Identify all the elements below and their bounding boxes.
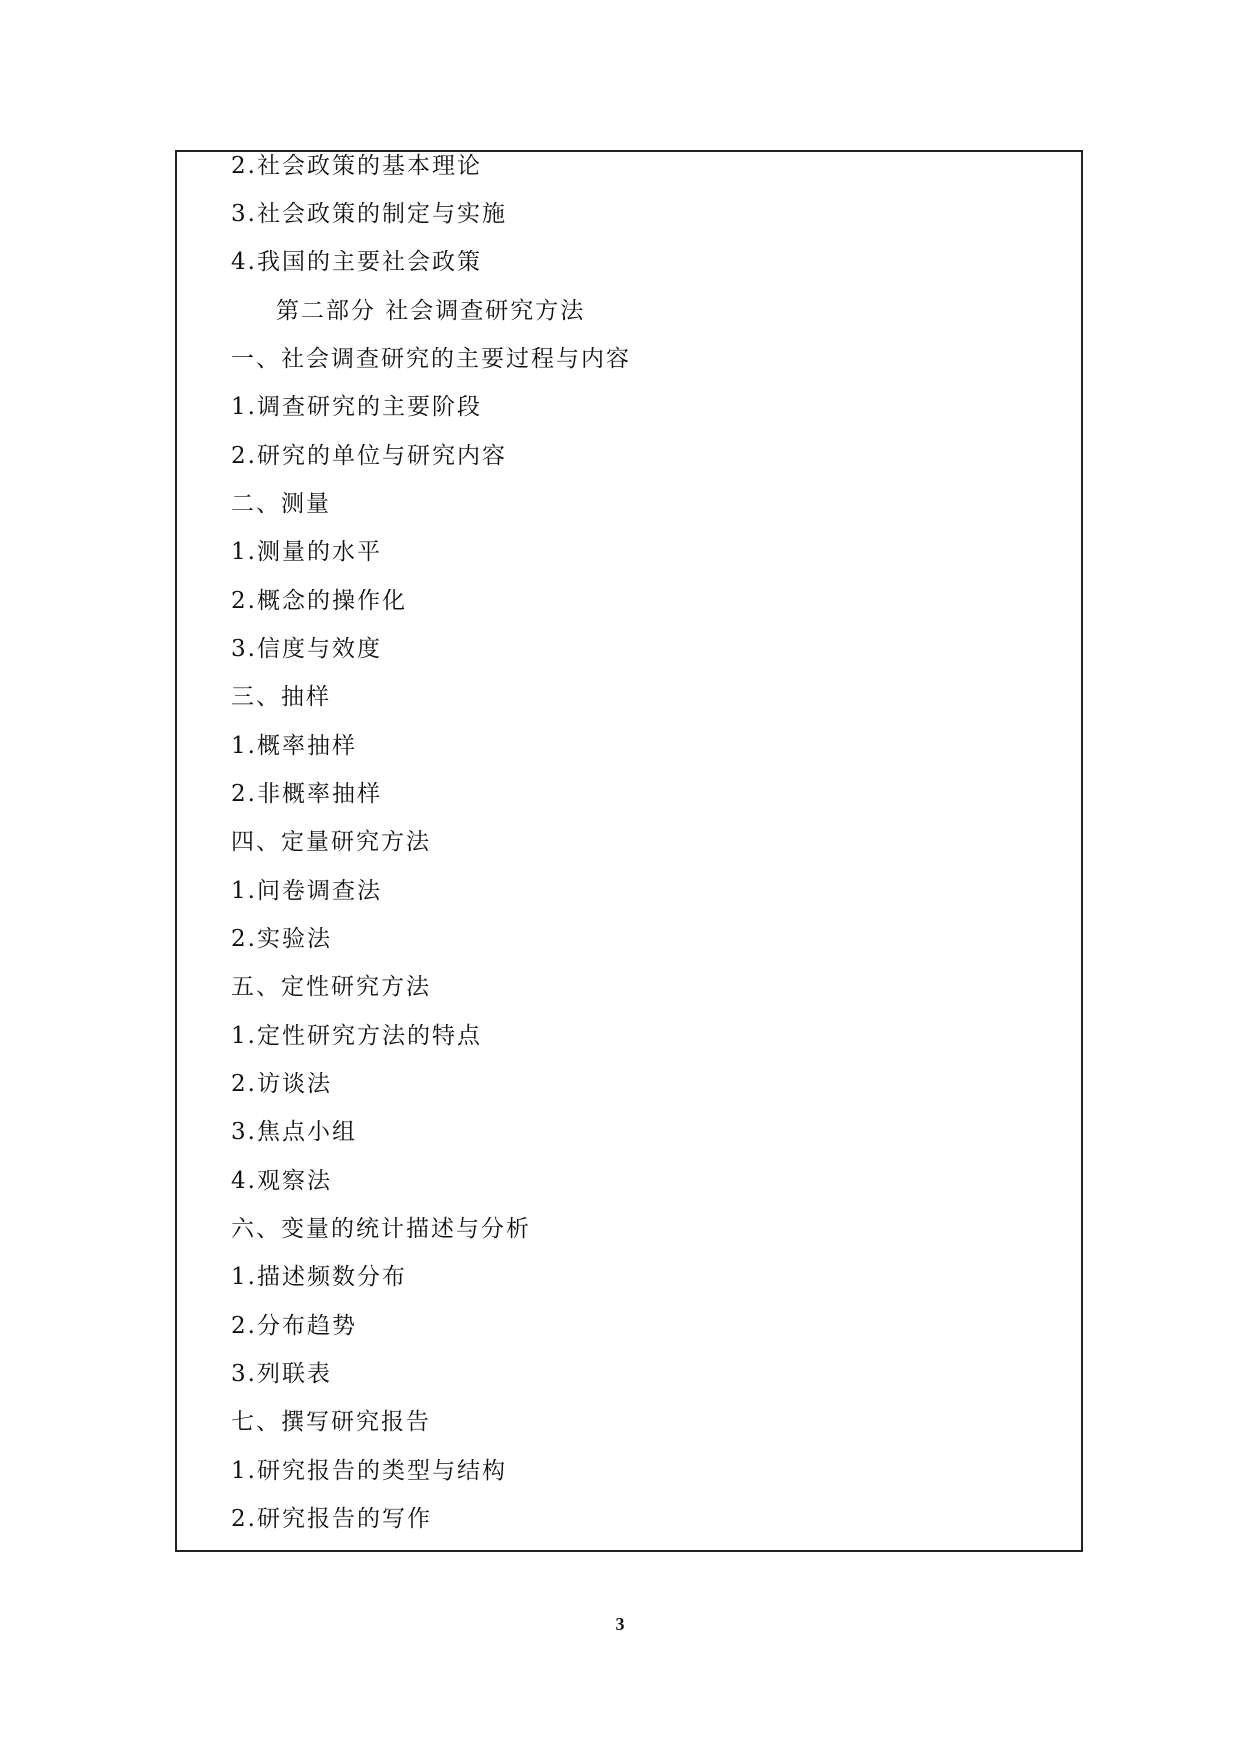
outline-line: 2.非概率抽样 — [231, 781, 382, 807]
outline-line: 1.调查研究的主要阶段 — [231, 394, 482, 420]
outline-line: 2.访谈法 — [231, 1071, 332, 1097]
section-heading: 七、撰写研究报告 — [231, 1409, 431, 1435]
outline-line: 2.社会政策的基本理论 — [231, 153, 482, 179]
outline-line: 3.列联表 — [231, 1361, 332, 1387]
part-heading: 第二部分 社会调查研究方法 — [276, 298, 586, 324]
section-heading: 二、测量 — [231, 491, 331, 517]
outline-line: 1.测量的水平 — [231, 539, 382, 565]
outline-line: 1.描述频数分布 — [231, 1264, 407, 1290]
section-heading: 一、社会调查研究的主要过程与内容 — [231, 346, 631, 372]
outline-line: 3.社会政策的制定与实施 — [231, 201, 507, 227]
outline-line: 2.实验法 — [231, 926, 332, 952]
outline-line: 4.我国的主要社会政策 — [231, 249, 482, 275]
outline-line: 4.观察法 — [231, 1168, 332, 1194]
outline-line: 2.研究报告的写作 — [231, 1506, 432, 1532]
outline-line: 1.定性研究方法的特点 — [231, 1023, 482, 1049]
outline-line: 1.研究报告的类型与结构 — [231, 1458, 507, 1484]
outline-line: 3.焦点小组 — [231, 1119, 357, 1145]
section-heading: 四、定量研究方法 — [231, 829, 431, 855]
outline-line: 1.概率抽样 — [231, 733, 357, 759]
page-number: 3 — [615, 1614, 625, 1634]
section-heading: 三、抽样 — [231, 684, 331, 710]
outline-line: 3.信度与效度 — [231, 636, 382, 662]
section-heading: 五、定性研究方法 — [231, 974, 431, 1000]
content-table-cell — [175, 150, 1083, 1552]
outline-line: 2.研究的单位与研究内容 — [231, 443, 507, 469]
outline-line: 1.问卷调查法 — [231, 878, 382, 904]
outline-line: 2.概念的操作化 — [231, 588, 407, 614]
section-heading: 六、变量的统计描述与分析 — [231, 1216, 531, 1242]
outline-line: 2.分布趋势 — [231, 1313, 357, 1339]
